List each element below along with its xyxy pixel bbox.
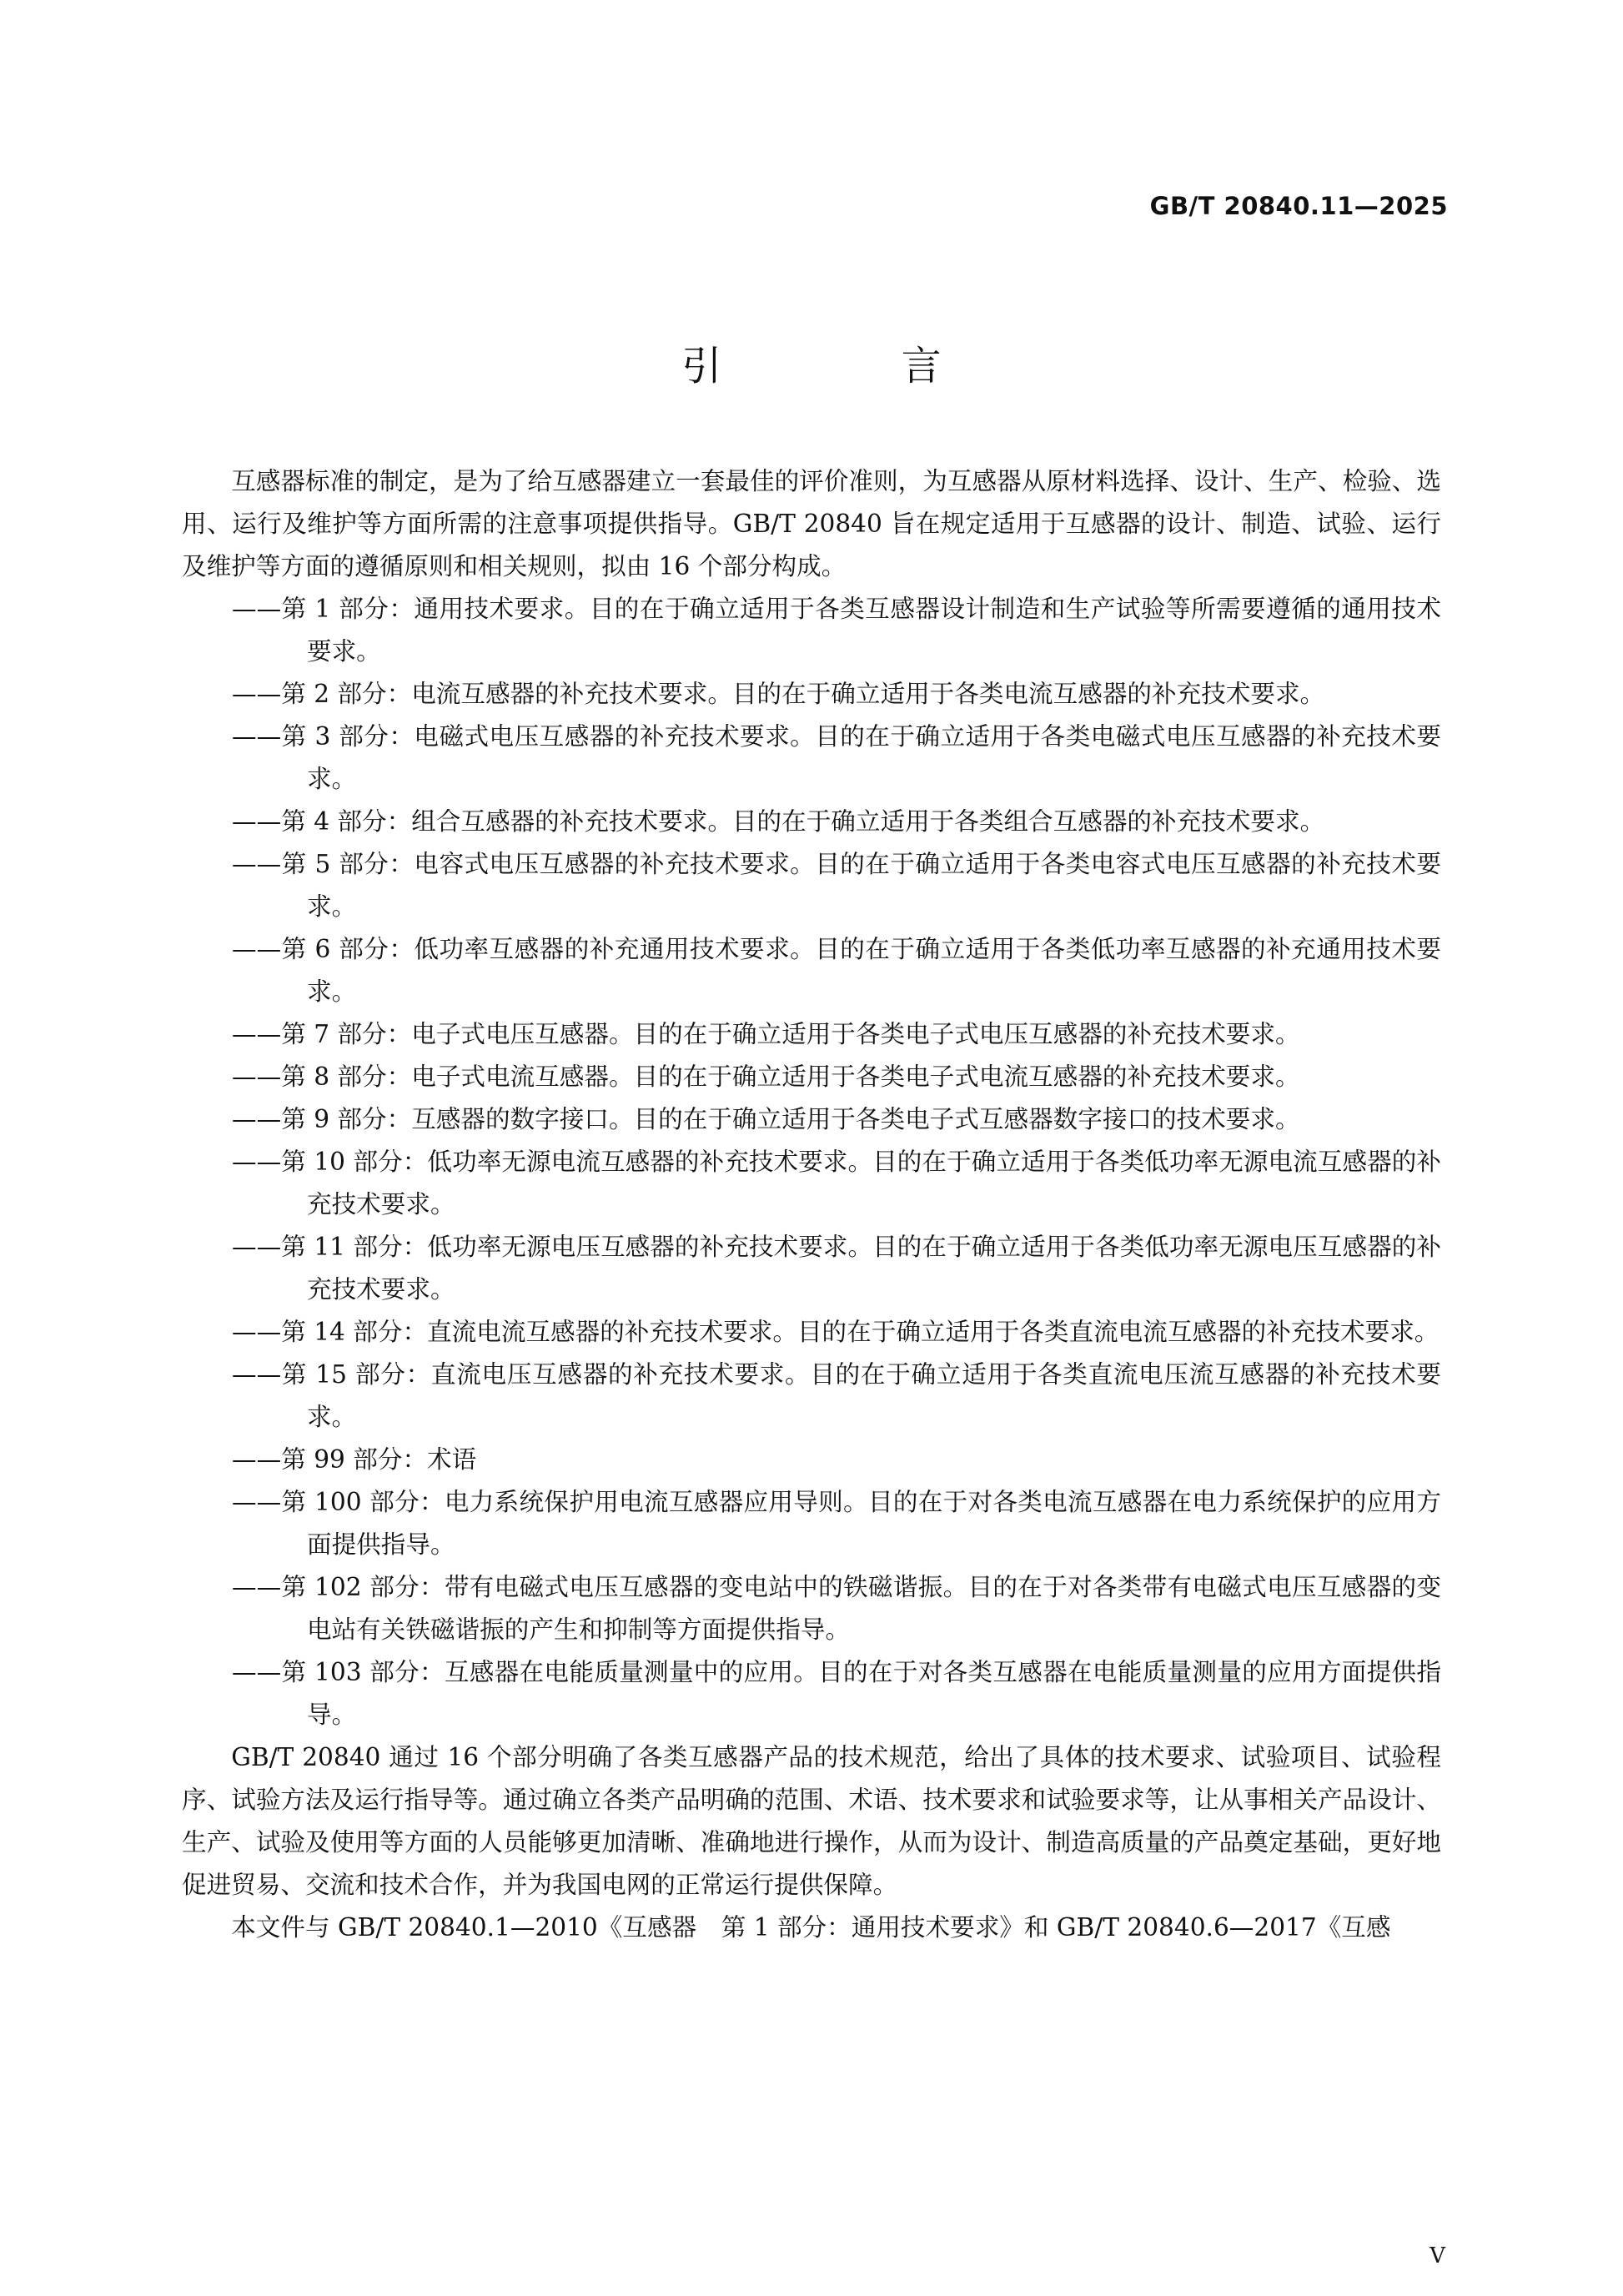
page-title: 引 言 <box>681 343 1025 389</box>
relation-paragraph: 本文件与 GB/T 20840.1—2010《互感器 第 1 部分：通用技术要求》和 GB/T 20840.6—2017《互感 <box>231 1913 1391 1942</box>
list-item: ——第 100 部分：电力系统保护用电流互感器应用导则。目的在于对各类电流互感器在电力系统保护的应用方面提供指导。 <box>232 1488 1441 1559</box>
list-item: ——第 5 部分：电容式电压互感器的补充技术要求。目的在于确立适用于各类电容式电压互感器的补充技术要求。 <box>232 850 1441 921</box>
document-body <box>182 460 1441 1949</box>
standard-code: GB/T 20840.11—2025 <box>1149 192 1448 220</box>
list-item: ——第 6 部分：低功率互感器的补充通用技术要求。目的在于确立适用于各类低功率互感器的补充通用技术要求。 <box>232 935 1441 1006</box>
list-item: ——第 8 部分：电子式电流互感器。目的在于确立适用于各类电子式电流互感器的补充技术要求。 <box>232 1063 1300 1091</box>
list-item: ——第 11 部分：低功率无源电压互感器的补充技术要求。目的在于确立适用于各类低功率无源电压互感器的补充技术要求。 <box>232 1233 1441 1304</box>
list-item: ——第 102 部分：带有电磁式电压互感器的变电站中的铁磁谐振。目的在于对各类带有电磁式电压互感器的变电站有关铁磁谐振的产生和抑制等方面提供指导。 <box>232 1573 1441 1644</box>
list-item: ——第 14 部分：直流电流互感器的补充技术要求。目的在于确立适用于各类直流电流互感器的补充技术要求。 <box>232 1318 1440 1346</box>
list-item: ——第 7 部分：电子式电压互感器。目的在于确立适用于各类电子式电压互感器的补充技术要求。 <box>232 1020 1300 1048</box>
list-item: ——第 1 部分：通用技术要求。目的在于确立适用于各类互感器设计制造和生产试验等所需要遵循的通用技术要求。 <box>232 595 1441 666</box>
list-item: ——第 3 部分：电磁式电压互感器的补充技术要求。目的在于确立适用于各类电磁式电压互感器的补充技术要求。 <box>232 722 1441 793</box>
parts-list <box>182 588 1441 1736</box>
list-item: ——第 15 部分：直流电压互感器的补充技术要求。目的在于确立适用于各类直流电压流互感器的补充技术要求。 <box>232 1360 1441 1431</box>
list-item: ——第 9 部分：互感器的数字接口。目的在于确立适用于各类电子式互感器数字接口的技术要求。 <box>232 1105 1300 1133</box>
list-item: ——第 103 部分：互感器在电能质量测量中的应用。目的在于对各类互感器在电能质量测量的应用方面提供指导。 <box>232 1658 1441 1729</box>
intro-paragraph: 互感器标准的制定，是为了给互感器建立一套最佳的评价准则，为互感器从原材料选择、设计、生产、检验、选用、运行及维护等方面所需的注意事项提供指导。GB/T 20840 旨在规定适用于互感器的设计、制造、试验、运行及维护等方面的遵循原则和相关规则，拟由 16 个部分构成。 <box>182 467 1441 580</box>
page-number: V <box>1430 2243 1445 2268</box>
list-item: ——第 99 部分：术语 <box>232 1445 477 1474</box>
summary-paragraph: GB/T 20840 通过 16 个部分明确了各类互感器产品的技术规范，给出了具体的技术要求、试验项目、试验程序、试验方法及运行指导等。通过确立各类产品明确的范围、术语、技术要求和试验要求等，让从事相关产品设计、生产、试验及使用等方面的人员能够更加清晰、准确地进行操作，从而为设计、制造高质量的产品奠定基础，更好地促进贸易、交流和技术合作，并为我国电网的正常运行提供保障。 <box>182 1743 1441 1899</box>
list-item: ——第 2 部分：电流互感器的补充技术要求。目的在于确立适用于各类电流互感器的补充技术要求。 <box>232 680 1325 708</box>
list-item: ——第 4 部分：组合互感器的补充技术要求。目的在于确立适用于各类组合互感器的补充技术要求。 <box>232 807 1325 836</box>
list-item: ——第 10 部分：低功率无源电流互感器的补充技术要求。目的在于确立适用于各类低功率无源电流互感器的补充技术要求。 <box>232 1148 1441 1218</box>
